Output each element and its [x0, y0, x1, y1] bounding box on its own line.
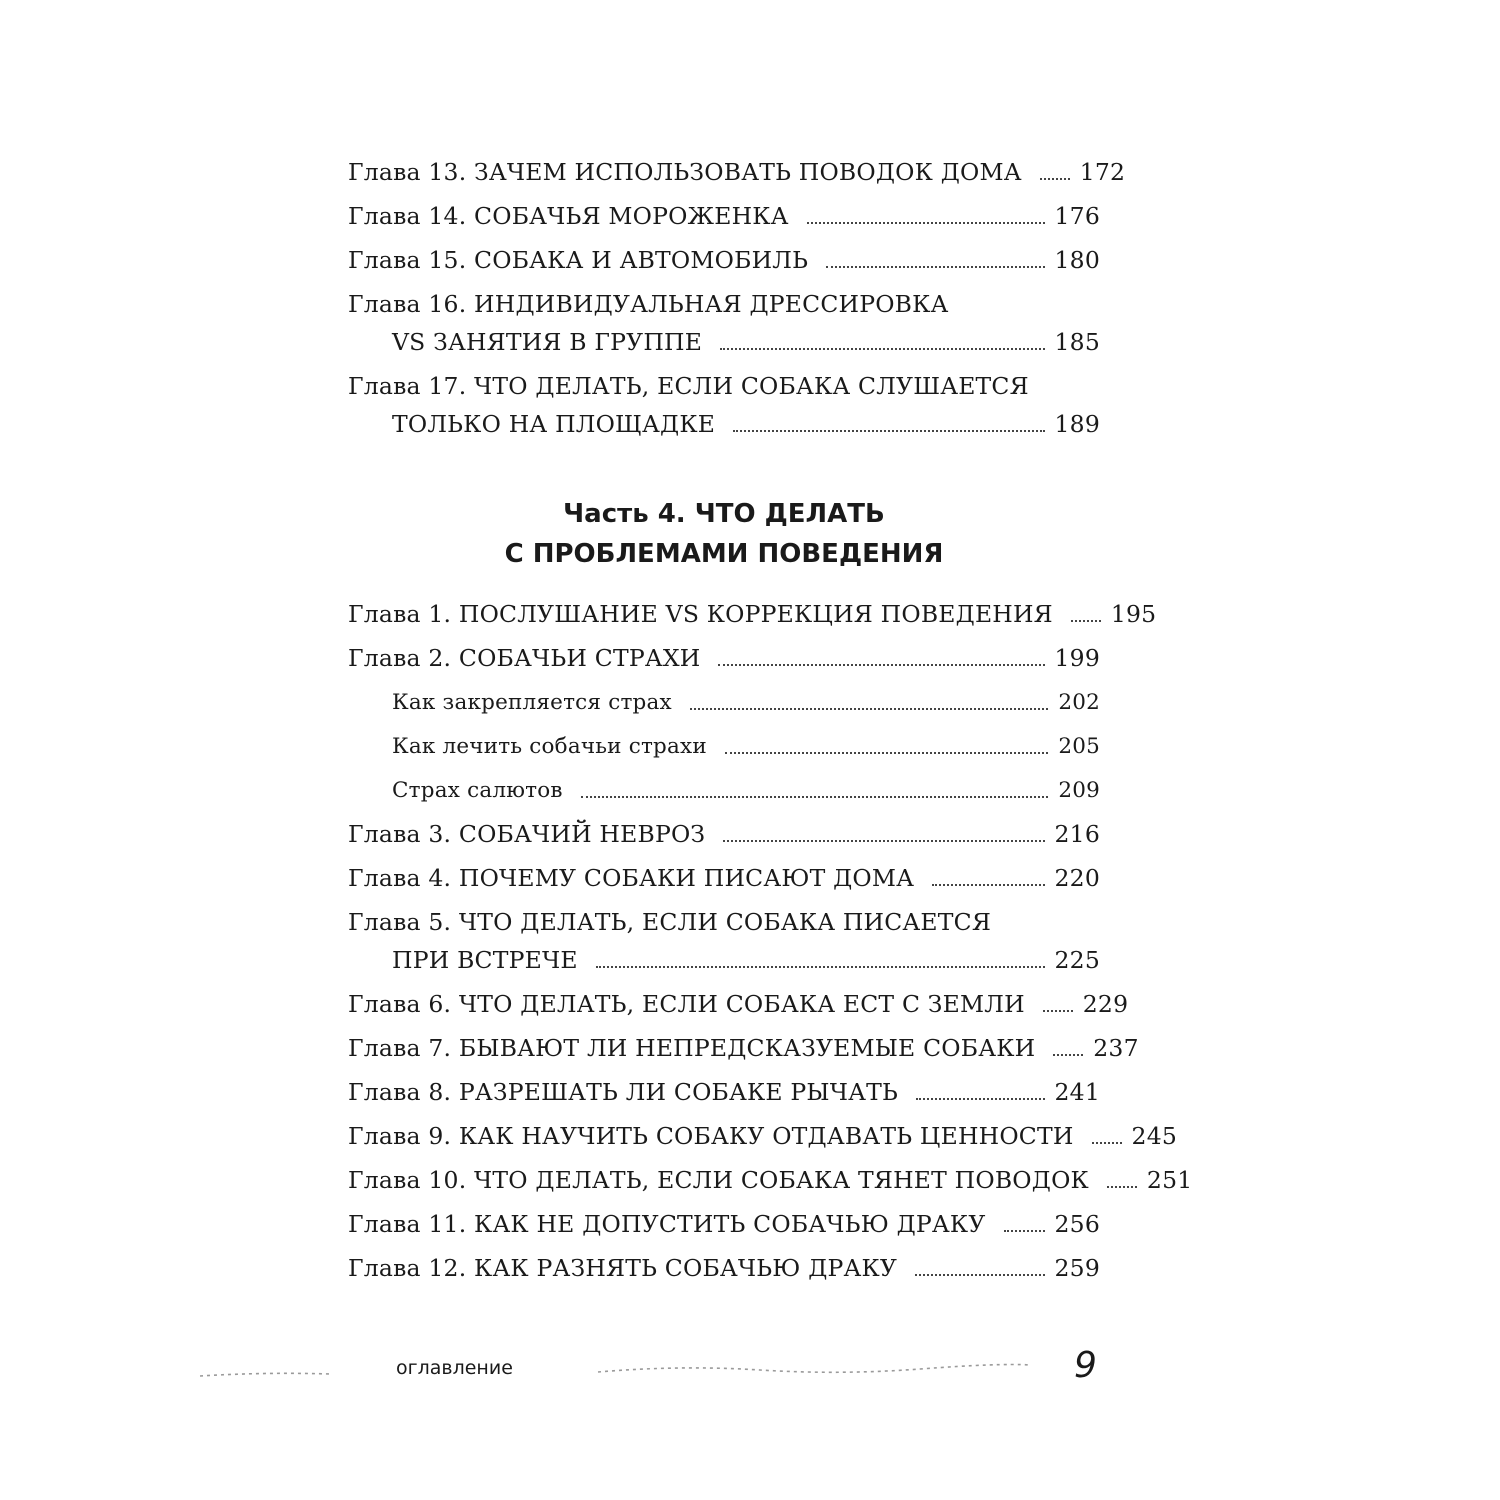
toc-entry[interactable] [348, 900, 1100, 982]
dot-leader [1040, 178, 1070, 180]
part-heading-line2: С ПРОБЛЕМАМИ ПОВЕДЕНИЯ [504, 539, 944, 569]
toc-subentry[interactable] [348, 724, 1100, 768]
page-footer [0, 1345, 1500, 1395]
dot-leader [725, 752, 1048, 754]
toc-list-top [348, 150, 1126, 446]
toc-page-number: 245 [1131, 1122, 1178, 1150]
toc-entry-title-continued: ПРИ ВСТРЕЧЕ [392, 946, 578, 974]
toc-entry-title-continued: VS ЗАНЯТИЯ В ГРУППЕ [392, 328, 703, 356]
toc-entry[interactable] [348, 364, 1100, 446]
toc-entry-title-continued: ТОЛЬКО НА ПЛОЩАДКЕ [392, 410, 716, 438]
part-heading [348, 494, 1100, 574]
dot-leader [915, 1274, 1044, 1276]
toc-page-number: 241 [1054, 1078, 1100, 1106]
toc-page-number: 220 [1054, 864, 1100, 892]
footer-page-number: 9 [1074, 1345, 1097, 1386]
toc-entry-title: Глава 15. СОБАКА И АВТОМОБИЛЬ [348, 246, 809, 274]
toc-subentry[interactable] [348, 768, 1100, 812]
toc-entry[interactable] [348, 1202, 1100, 1246]
dot-leader [932, 884, 1044, 886]
dot-leader [733, 430, 1044, 432]
toc-entry-title: Глава 4. ПОЧЕМУ СОБАКИ ПИСАЮТ ДОМА [348, 864, 915, 892]
toc-entry-title: Глава 17. ЧТО ДЕЛАТЬ, ЕСЛИ СОБАКА СЛУШАЕТСЯ [348, 372, 1029, 400]
toc-page-number: 199 [1054, 644, 1100, 672]
dot-leader [718, 664, 1044, 666]
toc-page-number: 229 [1082, 990, 1129, 1018]
toc-page-number: 209 [1058, 777, 1100, 803]
toc-entry-title: Глава 6. ЧТО ДЕЛАТЬ, ЕСЛИ СОБАКА ЕСТ С ЗЕМЛИ [348, 990, 1025, 1018]
toc-entry[interactable] [348, 150, 1126, 194]
dot-leader [720, 348, 1044, 350]
toc-page-number: 251 [1146, 1166, 1193, 1194]
toc-page-number: 256 [1054, 1210, 1100, 1238]
toc-entry-title: Глава 11. КАК НЕ ДОПУСТИТЬ СОБАЧЬЮ ДРАКУ [348, 1210, 986, 1238]
dot-leader [916, 1098, 1045, 1100]
dot-leader [1107, 1186, 1137, 1188]
toc-entry[interactable] [348, 636, 1100, 680]
toc-entry[interactable] [348, 282, 1100, 364]
toc-page-number: 189 [1054, 410, 1100, 438]
toc-page-number: 195 [1110, 600, 1157, 628]
dot-leader [690, 708, 1049, 710]
toc-entry-title: Глава 7. БЫВАЮТ ЛИ НЕПРЕДСКАЗУЕМЫЕ СОБАКИ [348, 1034, 1036, 1062]
toc-entry[interactable] [348, 1114, 1178, 1158]
dot-leader [1053, 1054, 1083, 1056]
dot-leader [1092, 1142, 1122, 1144]
toc-page-number: 172 [1079, 158, 1126, 186]
toc-entry-title: Глава 12. КАК РАЗНЯТЬ СОБАЧЬЮ ДРАКУ [348, 1254, 898, 1282]
toc-list-bottom [348, 592, 1193, 1290]
toc-entry-title: Глава 14. СОБАЧЬЯ МОРОЖЕНКА [348, 202, 789, 230]
dot-leader [723, 840, 1044, 842]
toc-entry-title: Глава 9. КАК НАУЧИТЬ СОБАКУ ОТДАВАТЬ ЦЕННОСТИ [348, 1122, 1074, 1150]
dot-leader [826, 266, 1044, 268]
dot-leader [1004, 1230, 1045, 1232]
toc-entry-title: Глава 5. ЧТО ДЕЛАТЬ, ЕСЛИ СОБАКА ПИСАЕТСЯ [348, 908, 992, 936]
toc-entry-title: Как закрепляется страх [392, 689, 672, 715]
toc-page-number: 185 [1054, 328, 1100, 356]
toc-entry[interactable] [348, 1158, 1193, 1202]
toc-page-number: 205 [1058, 733, 1100, 759]
toc-entry[interactable] [348, 856, 1100, 900]
toc-entry[interactable] [348, 982, 1129, 1026]
footer-wavy-dotted-lines [0, 1345, 1500, 1395]
part-heading-line1: Часть 4. ЧТО ДЕЛАТЬ [563, 499, 885, 529]
dot-leader [581, 796, 1049, 798]
toc-page-number: 216 [1054, 820, 1100, 848]
toc-entry-title: Глава 2. СОБАЧЬИ СТРАХИ [348, 644, 701, 672]
toc-subentry[interactable] [348, 680, 1100, 724]
toc-page-number: 225 [1054, 946, 1100, 974]
toc-entry-title: Как лечить собачьи страхи [392, 733, 707, 759]
toc-entry-title: Страх салютов [392, 777, 563, 803]
toc-page-number: 176 [1054, 202, 1100, 230]
footer-section-label: оглавление [396, 1357, 513, 1379]
toc-entry-title: Глава 16. ИНДИВИДУАЛЬНАЯ ДРЕССИРОВКА [348, 290, 949, 318]
toc-entry[interactable] [348, 238, 1100, 282]
toc-page-number: 202 [1058, 689, 1100, 715]
toc-entry[interactable] [348, 194, 1100, 238]
toc-entry[interactable] [348, 1070, 1100, 1114]
toc-page-number: 259 [1054, 1254, 1100, 1282]
toc-entry[interactable] [348, 1246, 1100, 1290]
toc-page-number: 180 [1054, 246, 1100, 274]
toc-entry-title: Глава 3. СОБАЧИЙ НЕВРОЗ [348, 820, 706, 848]
dot-leader [1043, 1010, 1073, 1012]
toc-entry-title: Глава 13. ЗАЧЕМ ИСПОЛЬЗОВАТЬ ПОВОДОК ДОМА [348, 158, 1022, 186]
dot-leader [1071, 620, 1101, 622]
toc-entry[interactable] [348, 592, 1157, 636]
dot-leader [596, 966, 1045, 968]
toc-page-number: 237 [1093, 1034, 1139, 1062]
dot-leader [807, 222, 1045, 224]
toc-entry[interactable] [348, 812, 1100, 856]
toc-entry[interactable] [348, 1026, 1139, 1070]
toc-entry-title: Глава 10. ЧТО ДЕЛАТЬ, ЕСЛИ СОБАКА ТЯНЕТ ПОВОДОК [348, 1166, 1089, 1194]
toc-entry-title: Глава 8. РАЗРЕШАТЬ ЛИ СОБАКЕ РЫЧАТЬ [348, 1078, 899, 1106]
toc-entry-title: Глава 1. ПОСЛУШАНИЕ VS КОРРЕКЦИЯ ПОВЕДЕНИЯ [348, 600, 1053, 628]
